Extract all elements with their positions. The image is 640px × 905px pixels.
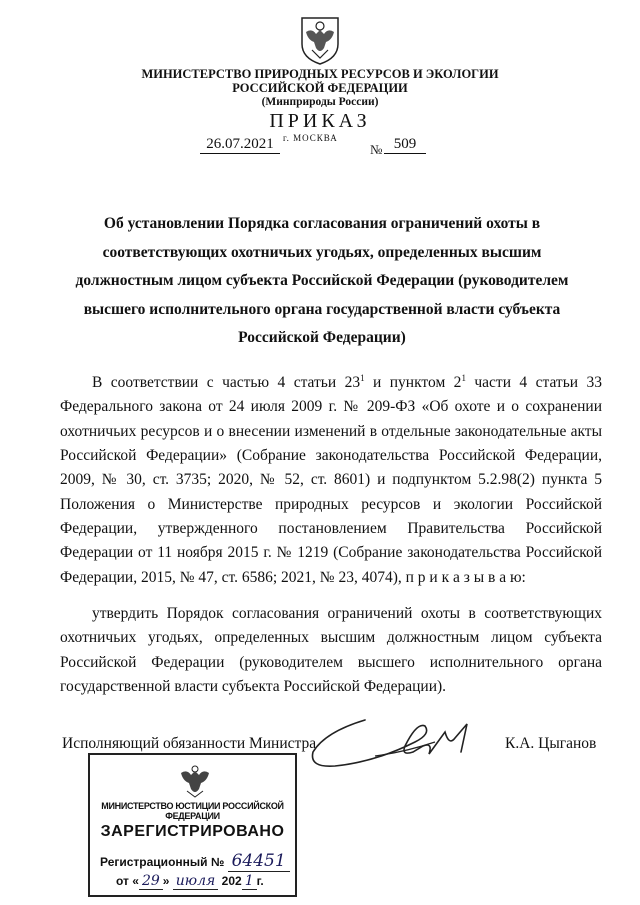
reg-number-label: Регистрационный №: [100, 855, 225, 869]
handwritten-signature: [305, 712, 495, 782]
coat-of-arms-emblem: [296, 14, 344, 66]
stamp-registration-number: [100, 851, 290, 871]
stamp-organization: МИНИСТЕРСТВО ЮСТИЦИИ РОССИЙСКОЙ ФЕДЕРАЦИИ: [101, 801, 284, 821]
preamble-paragraph: [60, 366, 602, 590]
ministry-name-line1: МИНИСТЕРСТВО ПРИРОДНЫХ РЕСУРСОВ И ЭКОЛОГИИ: [141, 67, 499, 81]
document-title: Об установлении Порядка согласования ограничений охоты в соответствующих охотничьих угодьях, определенных высшим должностным лицом субъекта Российской Федерации (руководителем высшего исполнительного органа государственной власти субъекта Российской Федерации): [75, 215, 569, 346]
document-type: ПРИКАЗ: [269, 110, 371, 132]
order-text: утвердить Порядок согласования ограничений охоты в соответствующих охотничьих угодьях, определенных высшим должностным лицом субъекта Российской Федерации (руководителем высшего исполнительного органа государственной власти субъекта Российской Федерации).: [60, 605, 602, 695]
document-number: 509: [384, 136, 426, 154]
superscript-1: 1: [360, 373, 365, 383]
stamp-registration-date: от « 29 » июля 202 1 г.: [116, 873, 264, 889]
document-city: г. МОСКВА: [283, 133, 338, 143]
signatory-position: Исполняющий обязанности Министра: [62, 735, 317, 752]
stamp-registered: ЗАРЕГИСТРИРОВАНО: [100, 823, 285, 840]
reg-date-year-suffix: 1: [242, 873, 257, 890]
registration-stamp: [88, 753, 297, 897]
ministry-name-line2: РОССИЙСКОЙ ФЕДЕРАЦИИ: [232, 81, 408, 95]
stamp-emblem-icon: [177, 761, 213, 799]
preamble-text-c: части 4 статьи 33 Федерального закона от 24 июля 2009 г. № 209-ФЗ «Об охоте и о сохранении охотничьих ресурсов и о внесении изменений в отдельные законодательные акты Российской Федерации» (Собрание законодательства Российской Федерации, 2009, № 30, ст. 3735; 2020, № 52, ст. 8601) и подпунктом 5.2.98(2) пункта 5 Положения о Министерстве природных ресурсов и экологии Российской Федерации, утвержденного постановлением Правительства Российской Федерации от 11 ноября 2015 г. № 1219 (Собрание законодательства Российской Федерации, 2015, № 47, ст. 6586; 2021, № 23, 4074), п р и к а з ы в а ю:: [60, 374, 603, 586]
document-date: 26.07.2021: [200, 136, 280, 154]
number-sign: №: [370, 142, 383, 157]
signatory-name: К.А. Цыганов: [505, 735, 597, 752]
superscript-2: 1: [461, 373, 466, 383]
reg-date-year-prefix: 202: [221, 874, 242, 888]
reg-date-month: июля: [173, 873, 219, 890]
preamble-text-b: и пунктом 2: [364, 374, 462, 392]
reg-date-year-end: г.: [256, 874, 264, 888]
preamble-text-a: В соответствии с частью 4 статьи 23: [92, 374, 361, 392]
reg-date-day: 29: [139, 873, 163, 890]
reg-date-prefix: от: [116, 874, 129, 888]
ministry-short-name: (Минприроды России): [261, 96, 379, 108]
reg-number-value: 64451: [228, 851, 290, 872]
order-paragraph: [60, 602, 602, 699]
